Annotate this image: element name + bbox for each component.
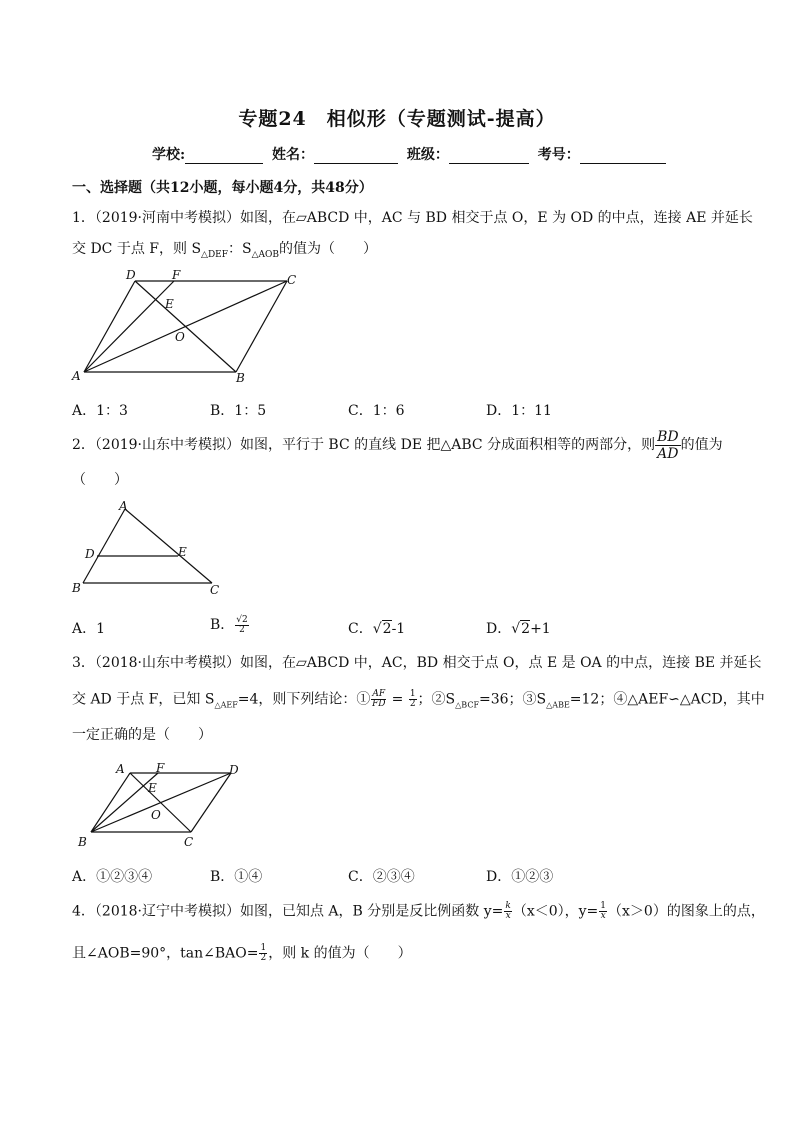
q1-sub-def: △DEF (201, 249, 228, 260)
q3-sub-aef: △AEF (214, 700, 238, 710)
q3-text-e: =12；④△AEF∽△ACD，其中 (569, 691, 765, 708)
q3-frac-num: AF (372, 689, 386, 699)
sqrt-sign: √ (372, 621, 382, 637)
q3-label-F: F (156, 761, 165, 775)
q3-option-a[interactable]: A．①②③④ (72, 869, 153, 885)
q3-label-O: O (151, 808, 161, 822)
sqrt-sign: √ (511, 621, 521, 637)
q3-label-E: E (148, 781, 157, 795)
student-info-fields (152, 144, 670, 164)
section-heading: 一、选择题（共12小题，每小题4分，共48分） (72, 180, 373, 196)
q2-option-b-den: 2 (239, 624, 245, 635)
q1-label-A: A (72, 369, 81, 383)
q3-stem-line1: 3．（2018·山东中考模拟）如图，在▱ABCD 中，AC，BD 相交于点 O，点 E 是 OA 的中点，连接 BE 并延长 (72, 655, 762, 671)
q4-stem-line2 (72, 944, 412, 963)
school-label: 学校: (152, 147, 186, 163)
q4-k-den: x (505, 911, 511, 921)
q4-one-den: x (600, 911, 606, 921)
q1-sub-aob: △AOB (251, 249, 280, 260)
q3-stem-line2 (72, 690, 765, 712)
q1-label-O: O (175, 330, 185, 344)
q3-half-num: 1 (409, 689, 416, 699)
q3-frac-den: FD (372, 699, 386, 709)
q2-option-d-suffix: +1 (530, 621, 551, 637)
q3-text-a: 交 AD 于点 F，已知 S (72, 691, 215, 708)
q2-option-c-radicand: 2 (382, 621, 392, 637)
q1-stem-line2 (72, 242, 377, 262)
q2-label-C: C (210, 583, 220, 597)
q3-option-c[interactable]: C．②③④ (348, 869, 415, 885)
q4-one-num: 1 (600, 901, 607, 911)
q1-label-C: C (287, 273, 297, 287)
q3-option-d[interactable]: D．①②③ (486, 869, 554, 885)
q2-triangle-figure (66, 496, 236, 600)
q2-option-c-suffix: -1 (391, 621, 406, 637)
q1-text-b: ：S (228, 241, 252, 257)
exam-no-field[interactable] (580, 149, 666, 164)
q3-option-b[interactable]: B．①④ (210, 869, 263, 885)
q1-option-b[interactable]: B．1：5 (210, 403, 267, 419)
q3-label-B: B (78, 835, 87, 849)
q3-text-d: =36；③S (479, 691, 547, 708)
q2-text-end: 的值为 (680, 437, 723, 453)
q1-text-a: 交 DC 于点 F，则 S (72, 241, 202, 257)
q4-k-num: k (505, 901, 511, 911)
q3-label-C: C (184, 835, 194, 849)
q1-label-D: D (126, 268, 136, 282)
q1-parallelogram-figure (66, 268, 316, 388)
name-label: 姓名： (272, 147, 315, 163)
q1-label-E: E (165, 297, 174, 311)
class-label: 班级： (406, 147, 449, 163)
q3-sub-bcf: △BCF (455, 700, 479, 710)
q3-sub-abe: △ABE (546, 700, 570, 710)
q2-frac-num: BD (657, 428, 679, 445)
school-field[interactable] (185, 149, 263, 164)
q2-text-a: 2．（2019·山东中考模拟）如图，平行于 BC 的直线 DE 把△ABC 分成面积相等的两部分，则 (72, 437, 656, 453)
q1-stem-line1: 1．（2019·河南中考模拟）如图，在▱ABCD 中，AC 与 BD 相交于点 O，E 为 OD 的中点，连接 AE 并延长 (72, 210, 753, 226)
q2-option-c-prefix: C． (348, 621, 373, 637)
q4-text-e: ，则 k 的值为（ ） (268, 945, 412, 962)
q2-option-b-frac (235, 616, 248, 635)
class-field[interactable] (449, 149, 529, 164)
q1-option-d[interactable]: D．1：11 (486, 403, 552, 419)
q3-text-b: =4，则下列结论：① (237, 691, 371, 708)
q2-stem-line1 (72, 427, 723, 463)
q3-stem-line3: 一定正确的是（ ） (72, 727, 212, 743)
q4-half-den: 2 (260, 953, 267, 963)
q1-option-a[interactable]: A．1：3 (72, 403, 128, 419)
q2-option-b-prefix: B． (210, 617, 235, 633)
q4-frac-1-x (599, 902, 607, 921)
q3-parallelogram-figure (74, 760, 254, 852)
q4-text-a: 4．（2018·辽宁中考模拟）如图，已知点 A，B 分别是反比例函数 y= (72, 903, 504, 920)
name-field[interactable] (314, 149, 398, 164)
q4-half-num: 1 (260, 943, 267, 953)
q4-text-c: （x＞0）的图象上的点， (608, 903, 765, 920)
q3-frac-af-fd (371, 690, 386, 709)
q2-option-d[interactable] (486, 618, 551, 638)
q2-option-d-radicand: 2 (521, 621, 531, 637)
q1-text-c: 的值为（ ） (279, 241, 378, 257)
exam-no-label: 考号： (537, 147, 580, 163)
q2-label-D: D (85, 547, 95, 561)
q4-stem-line1 (72, 902, 765, 921)
q1-option-c[interactable]: C．1：6 (348, 403, 405, 419)
q1-label-B: B (236, 371, 245, 385)
q2-frac-den: AD (657, 445, 679, 462)
q2-label-A: A (119, 499, 128, 513)
q3-text-c: ；②S (417, 691, 456, 708)
q4-frac-half (259, 944, 267, 963)
q3-label-A: A (116, 762, 125, 776)
q2-option-d-prefix: D． (486, 621, 512, 637)
q3-half-den: 2 (409, 699, 416, 709)
q4-text-d: 且∠AOB=90°，tan∠BAO= (72, 945, 259, 962)
q1-label-F: F (172, 268, 181, 282)
q2-option-b-num: √2 (236, 614, 248, 625)
q2-option-c[interactable] (348, 618, 405, 638)
q2-option-b[interactable] (210, 614, 250, 635)
page-title: 专题24 相似形（专题测试-提高） (238, 108, 556, 130)
q3-eq: = (387, 691, 408, 708)
q4-frac-k-x (504, 902, 511, 921)
q3-label-D: D (229, 763, 239, 777)
q2-option-a[interactable]: A．1 (72, 621, 106, 637)
q3-frac-half (409, 690, 417, 709)
q2-label-E: E (178, 545, 187, 559)
q4-text-b: （x＜0），y= (512, 903, 599, 920)
q2-stem-line2: （ ） (72, 472, 128, 488)
q2-label-B: B (72, 581, 81, 595)
q2-fraction-bd-ad (655, 429, 681, 462)
